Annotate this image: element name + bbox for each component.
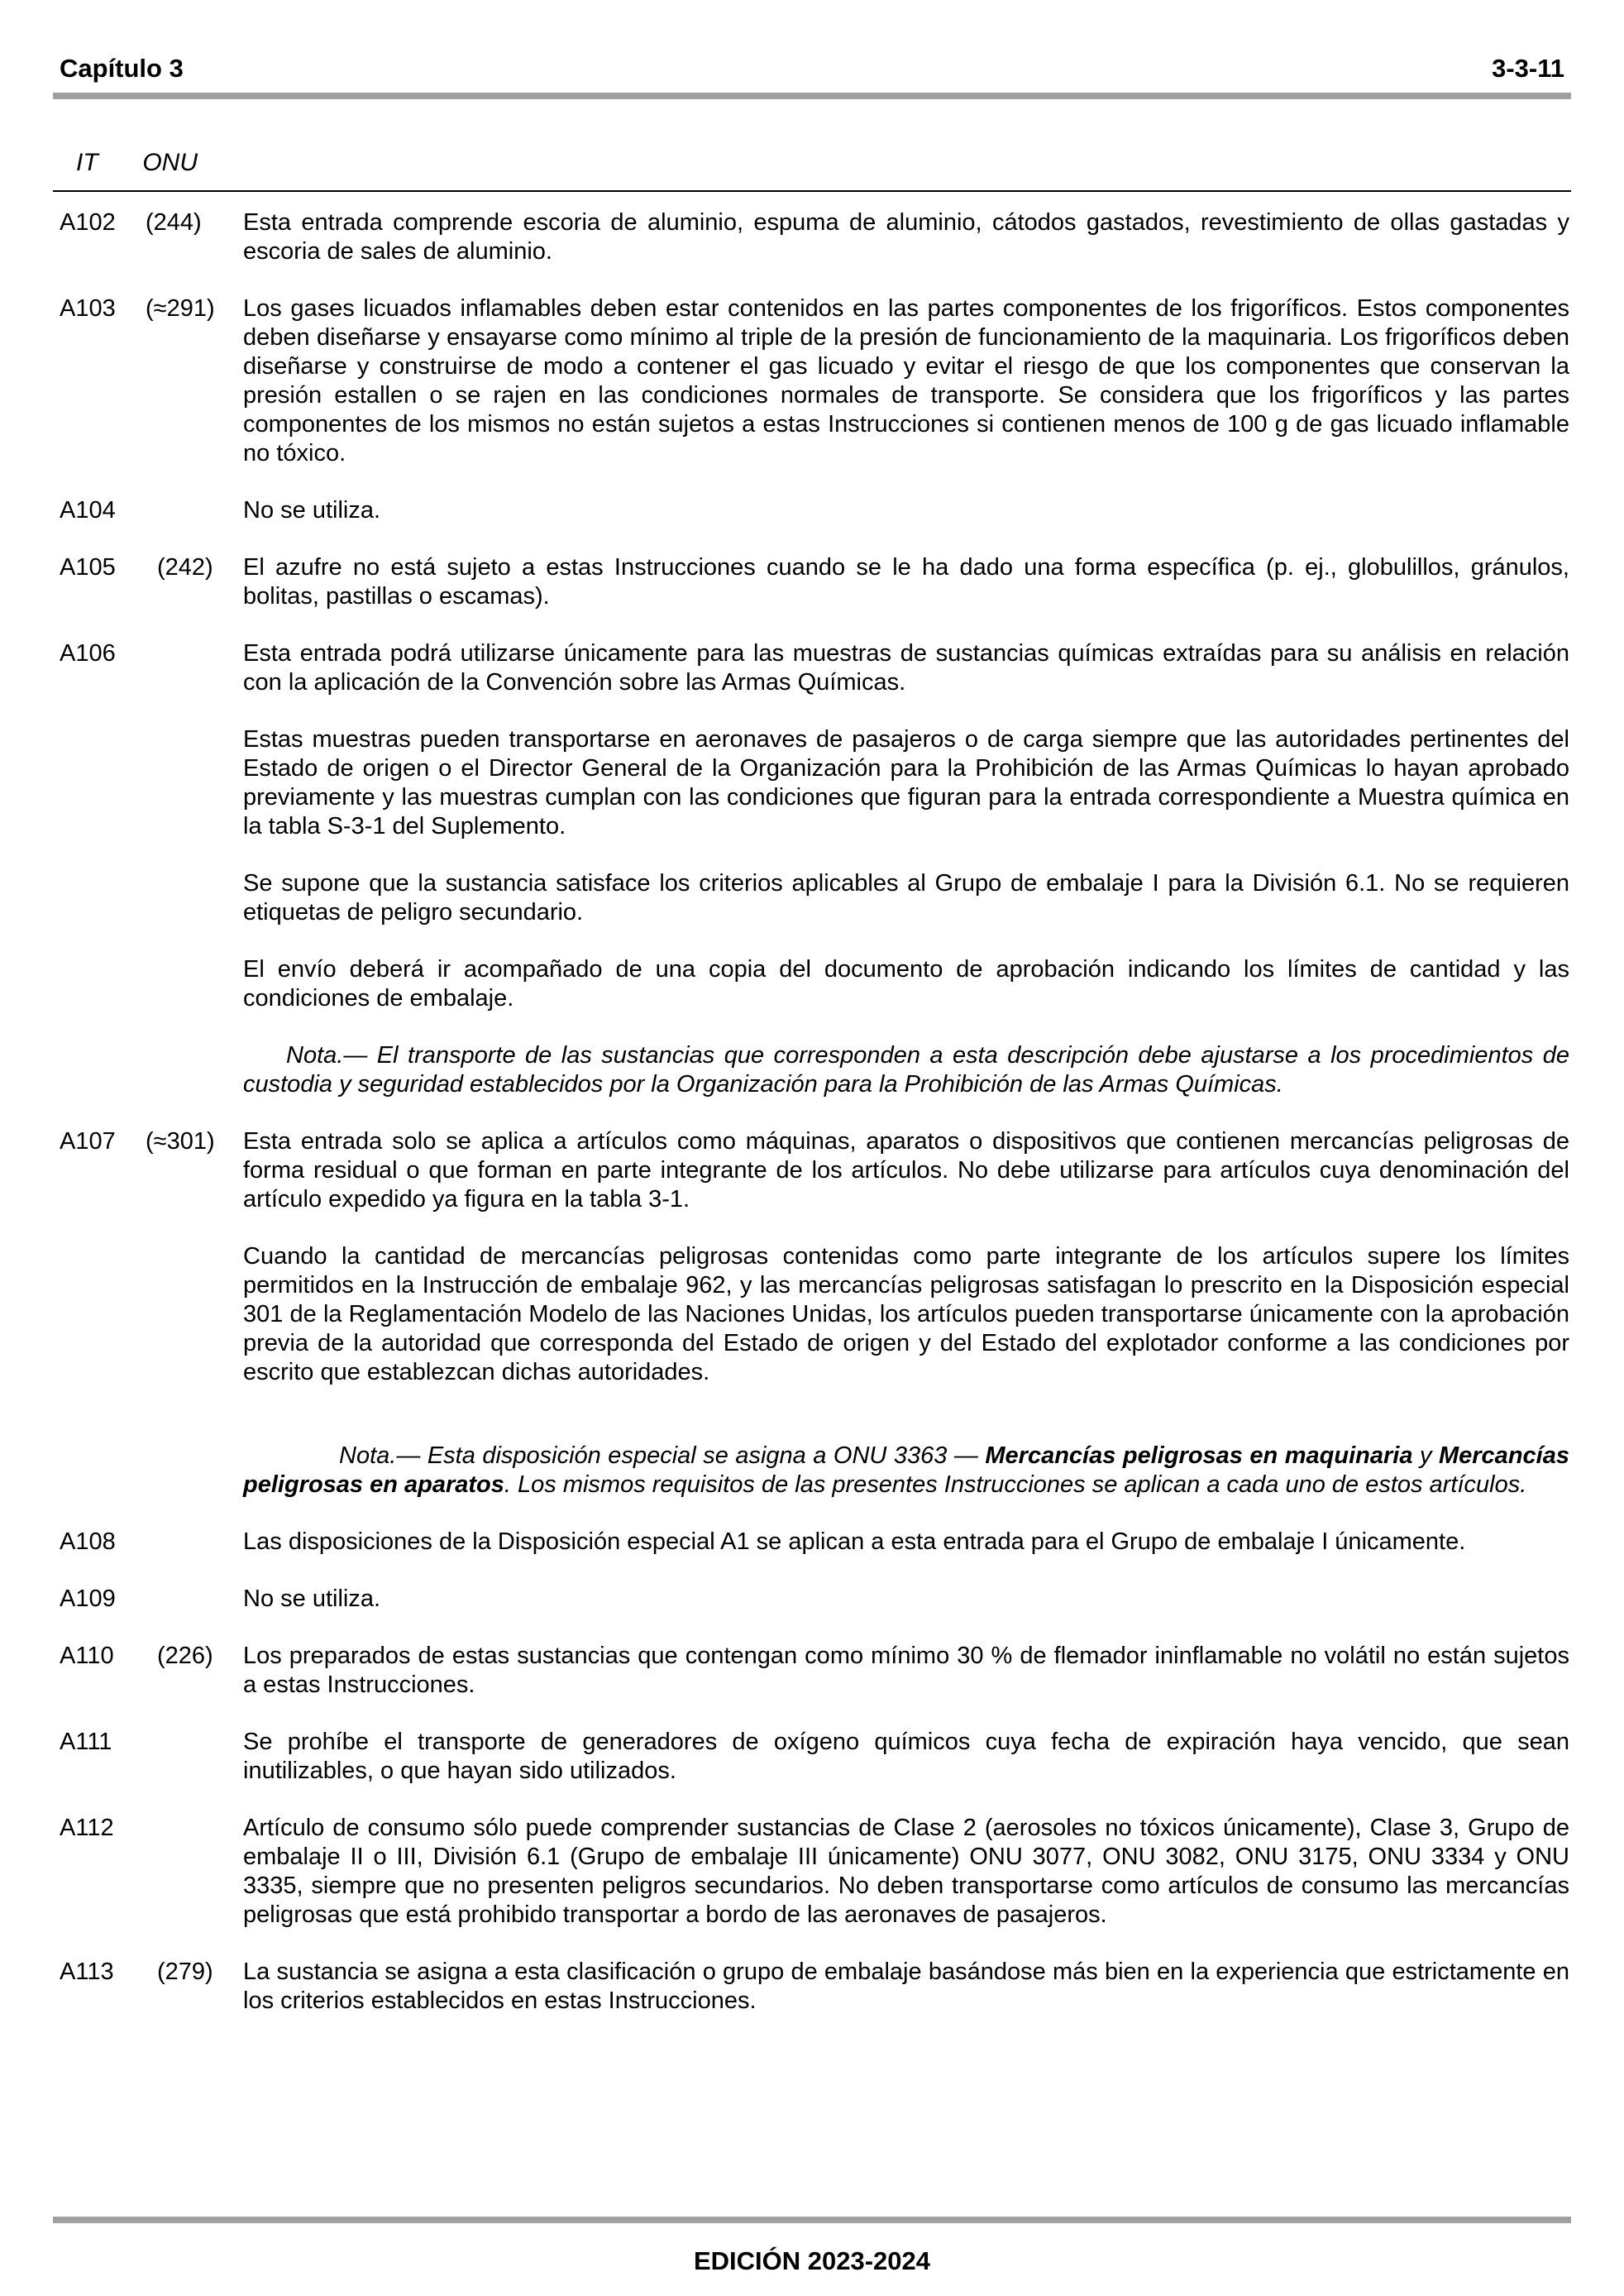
- entry-code: A105: [60, 554, 116, 581]
- page-number: 3-3-11: [1492, 54, 1564, 83]
- note-bold-term: Mercancías peligrosas en maquinaria: [985, 1442, 1413, 1469]
- list-item: [60, 294, 1569, 468]
- edition-footer: EDICIÓN 2023-2024: [693, 2246, 931, 2275]
- entry-paragraph: No se utiliza.: [243, 497, 381, 524]
- entry-paragraph: Esta entrada podrá utilizarse únicamente para las muestras de sustancias químicas extraídas para su análisis en relación con la aplicación de la Convención sobre las Armas Químicas.: [243, 640, 1569, 696]
- entry-paragraph: Las disposiciones de la Disposición especial A1 se aplican a esta entrada para el Grupo de embalaje I únicamente.: [243, 1528, 1466, 1555]
- entry-paragraph: Artículo de consumo sólo puede comprender sustancias de Clase 2 (aerosoles no tóxicos únicamente), Clase 3, Grupo de embalaje II o III, División 6.1 (Grupo de embalaje III únicamente) ONU 3077, ONU 3082, ONU 3175, ONU 3334 y ONU 3335, siempre que no presenten peligros secundarios. No deben transportarse como artículos de consumo las mercancías peligrosas que está prohibido transportar a bordo de las aeronaves de pasajeros.: [243, 1815, 1569, 1928]
- list-item: [60, 639, 1569, 1099]
- entry-paragraph: El envío deberá ir acompañado de una copia del documento de aprobación indicando los límites de cantidad y las condiciones de embalaje.: [243, 956, 1569, 1012]
- list-item: [60, 1528, 1569, 1557]
- entry-un-number: (≈291): [146, 295, 215, 322]
- list-item: [60, 1728, 1569, 1786]
- list-item: [60, 1127, 1569, 1500]
- entry-note: Nota.— El transporte de las sustancias que corresponden a esta descripción debe ajustarse a los procedimientos de custodia y seguridad establecidos por la Organización para la Prohibición de las Armas Químicas.: [243, 1042, 1569, 1098]
- list-item: [60, 1958, 1569, 2016]
- entry-note: [243, 1442, 1569, 1500]
- list-item: [60, 1585, 1569, 1614]
- entry-paragraph: Se supone que la sustancia satisface los criterios aplicables al Grupo de embalaje I para la División 6.1. No se requieren etiquetas de peligro secundario.: [243, 870, 1569, 926]
- page-header: [60, 48, 1564, 89]
- entry-code: A104: [60, 497, 116, 524]
- column-rule: [53, 190, 1571, 192]
- entry-code: A102: [60, 209, 116, 236]
- entry-code: A111: [60, 1729, 112, 1755]
- entry-code: A106: [60, 640, 116, 667]
- entry-code: A112: [60, 1815, 114, 1841]
- entry-code: A107: [60, 1128, 116, 1155]
- note-text: Nota.— Esta disposición especial se asigna a ONU 3363 —: [339, 1442, 986, 1469]
- entry-paragraph: La sustancia se asigna a esta clasificación o grupo de embalaje basándose más bien en la experiencia que estrictamente en los criterios establecidos en estas Instrucciones.: [243, 1959, 1569, 2014]
- column-header-it: IT: [76, 149, 98, 176]
- entry-code: A103: [60, 295, 116, 322]
- note-bold-term: Mercancías peligrosas en aparatos: [243, 1442, 1569, 1498]
- entry-paragraph: Los preparados de estas sustancias que contengan como mínimo 30 % de flemador ininflamable no volátil no están sujetos a estas Instrucciones.: [243, 1643, 1569, 1698]
- provisions-list: [60, 208, 1569, 2044]
- header-rule: [53, 93, 1571, 99]
- entry-paragraph: Estas muestras pueden transportarse en aeronaves de pasajeros o de carga siempre que las autoridades pertinentes del Estado de origen o el Director General de la Organización para la Prohibición de las Armas Químicas lo hayan aprobado previamente y las muestras cumplan con las condiciones que figuran para la entrada correspondiente a Muestra química en la tabla S-3-1 del Suplemento.: [243, 726, 1569, 839]
- note-text: y: [1412, 1442, 1439, 1469]
- entry-code: A110: [60, 1643, 114, 1669]
- chapter-label: Capítulo 3: [60, 54, 184, 83]
- column-headers: [76, 149, 198, 177]
- list-item: [60, 1642, 1569, 1700]
- entry-paragraph: No se utiliza.: [243, 1586, 381, 1612]
- note-text: . Los mismos requisitos de las presentes Instrucciones se aplican a cada uno de estos artículos.: [504, 1471, 1527, 1498]
- entry-paragraph: Se prohíbe el transporte de generadores de oxígeno químicos cuya fecha de expiración haya vencido, que sean inutilizables, o que hayan sido utilizados.: [243, 1729, 1569, 1784]
- entry-code: A109: [60, 1586, 116, 1612]
- entry-un-number: (244): [146, 209, 202, 236]
- footer-rule: [53, 2217, 1571, 2223]
- entry-paragraph: El azufre no está sujeto a estas Instrucciones cuando se le ha dado una forma específica (p. ej., globulillos, gránulos, bolitas, pastillas o escamas).: [243, 554, 1569, 610]
- entry-paragraph: Los gases licuados inflamables deben estar contenidos en las partes componentes de los frigoríficos. Estos componentes deben diseñarse y ensayarse como mínimo al triple de la presión de funcionamiento de la maquinaria. Los frigoríficos deben diseñarse y construirse de modo a contener el gas licuado y evitar el riesgo de que los componentes que conservan la presión estallen o se rajen en las condiciones normales de transporte. Se considera que los frigoríficos y las partes componentes de los mismos no están sujetos a estas Instrucciones si contienen menos de 100 g de gas licuado inflamable no tóxico.: [243, 295, 1569, 466]
- entry-un-number: (226): [157, 1643, 213, 1669]
- list-item: [60, 208, 1569, 266]
- column-header-un: ONU: [142, 149, 198, 176]
- list-item: [60, 1814, 1569, 1930]
- list-item: [60, 553, 1569, 611]
- entry-un-number: (242): [157, 554, 213, 581]
- entry-un-number: (≈301): [146, 1128, 215, 1155]
- entry-un-number: (279): [157, 1959, 213, 1985]
- entry-code: A108: [60, 1528, 116, 1555]
- entry-paragraph: Esta entrada solo se aplica a artículos como máquinas, aparatos o dispositivos que contienen mercancías peligrosas de forma residual o que forman en parte integrante de los artículos. No debe utilizarse para artículos cuya denominación del artículo expedido ya figura en la tabla 3-1.: [243, 1128, 1569, 1213]
- entry-paragraph: Esta entrada comprende escoria de aluminio, espuma de aluminio, cátodos gastados, revestimiento de ollas gastadas y escoria de sales de aluminio.: [243, 209, 1569, 265]
- list-item: [60, 496, 1569, 525]
- entry-paragraph: Cuando la cantidad de mercancías peligrosas contenidas como parte integrante de los artículos supere los límites permitidos en la Instrucción de embalaje 962, y las mercancías peligrosas satisfagan lo prescrito en la Disposición especial 301 de la Reglamentación Modelo de las Naciones Unidas, los artículos pueden transportarse únicamente con la aprobación previa de la autoridad que corresponda del Estado de origen y del Estado del explotador conforme a las condiciones por escrito que establezcan dichas autoridades.: [243, 1243, 1569, 1385]
- entry-code: A113: [60, 1959, 114, 1985]
